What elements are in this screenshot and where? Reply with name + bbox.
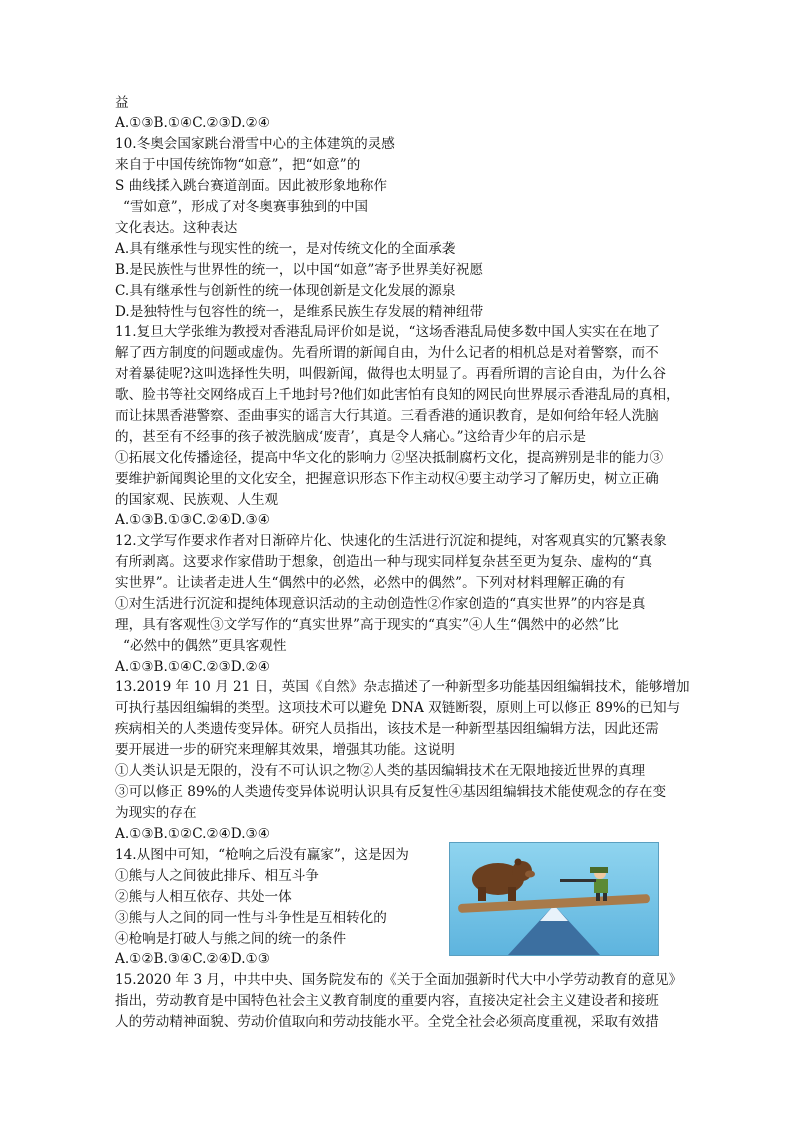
question-13-stem: 13.2019 年 10 月 21 日，英国《自然》杂志描述了一种新型多功能基因组编辑技术，能够增加 — [115, 679, 690, 695]
text-line: 有所剥离。这要求作家借助于想象，创造出一种与现实同样复杂甚至更为复杂、虚构的“真 — [115, 554, 653, 570]
text-line: “必然中的偶然”更具客观性 — [123, 638, 287, 654]
text-line: 要开展进一步的研究来理解其效果，增强其功能。这说明 — [115, 742, 455, 758]
answer-options-q12: A.①③B.①④C.②③D.②④ — [115, 659, 270, 675]
text-line: “雪如意”，形成了对冬奥赛事独到的中国 — [123, 199, 368, 215]
text-line: 文化表达。这种表达 — [115, 220, 238, 236]
text-line: ①人类认识是无限的，没有不可认识之物②人类的基因编辑技术在无限地接近世界的真理 — [115, 763, 646, 779]
option-c: C.具有继承性与创新性的统一体现创新是文化发展的源泉 — [115, 283, 456, 299]
text-line: 人的劳动精神面貌、劳动价值取向和劳动技能水平。全党全社会必须高度重视，采取有效措 — [115, 1014, 659, 1030]
text-line: 的，甚至有不经事的孩子被洗脑成‘废青’，真是令人痛心。”这给青少年的启示是 — [115, 429, 586, 445]
bear-hunter-cartoon — [449, 842, 659, 956]
text-line: ④枪响是打破人与熊之间的统一的条件 — [115, 931, 347, 947]
question-15-stem: 15.2020 年 3 月，中共中央、国务院发布的《关于全面加强新时代大中小学劳动教育的意见》 — [115, 972, 683, 988]
text-line: 来自于中国传统饰物“如意”，把“如意”的 — [115, 157, 361, 173]
text-line: 理，具有客观性③文学写作的“真实世界”高于现实的“真实”④人生“偶然中的必然”比 — [115, 617, 619, 633]
question-11-stem: 11.复旦大学张维为教授对香港乱局评价如是说，“这场香港乱局使多数中国人实实在在地了 — [115, 324, 661, 340]
question-14-stem: 14.从图中可知，“枪响之后没有赢家”，这是因为 — [115, 847, 409, 863]
question-10-stem: 10.冬奥会国家跳台滑雪中心的主体建筑的灵感 — [115, 136, 395, 152]
answer-options-q9: A.①③B.①④C.②③D.②④ — [115, 115, 270, 131]
question-12-stem: 12.文学写作要求作者对日渐碎片化、快速化的生活进行沉淀和提纯，对客观真实的冗繁表象 — [115, 533, 667, 549]
text-line: ③熊与人之间的同一性与斗争性是互相转化的 — [115, 910, 387, 926]
text-line: 可执行基因组编辑的类型。这项技术可以避免 DNA 双链断裂，原则上可以修正 89%的已知与 — [115, 700, 681, 716]
text-line: 为现实的存在 — [115, 805, 197, 821]
text-line: 实世界”。让读者走进人生“偶然中的必然，必然中的偶然”。下列对材料理解正确的有 — [115, 575, 626, 591]
text-line: 要维护新闻舆论里的文化安全，把握意识形态下作主动权④要主动学习了解历史，树立正确 — [115, 471, 659, 487]
text-line: ①对生活进行沉淀和提纯体现意识活动的主动创造性②作家创造的“真实世界”的内容是真 — [115, 596, 646, 612]
text-line: ③可以修正 89%的人类遗传变异体说明认识具有反复性④基因组编辑技术能使观念的存在变 — [115, 784, 667, 800]
answer-options-q11: A.①③B.①③C.②④D.③④ — [115, 512, 270, 528]
text-line: 歌、脸书等社交网络成百上千地封号?他们如此害怕有良知的网民向世界展示香港乱局的真相， — [115, 387, 680, 403]
text-line: 指出，劳动教育是中国特色社会主义教育制度的重要内容，直接决定社会主义建设者和接班 — [115, 993, 659, 1009]
option-b: B.是民族性与世界性的统一，以中国“如意”寄予世界美好祝愿 — [115, 262, 484, 278]
text-line: 解了西方制度的问题或虚伪。先看所谓的新闻自由，为什么记者的相机总是对着警察，而不 — [115, 345, 659, 361]
text-line: 益 — [115, 95, 129, 111]
option-a: A.具有继承性与现实性的统一，是对传统文化的全面承袭 — [115, 241, 456, 257]
text-line: 的国家观、民族观、人生观 — [115, 492, 279, 508]
cartoon-illustration — [450, 843, 658, 955]
answer-options-q14: A.①②B.③④C.②④D.①③ — [115, 951, 270, 967]
text-line: ②熊与人相互依存、共处一体 — [115, 889, 292, 905]
text-line: 疾病相关的人类遗传变异体。研究人员指出，该技术是一种新型基因组编辑方法，因此还需 — [115, 721, 659, 737]
text-line: 对着暴徒呢?这叫选择性失明，叫假新闻，做得也太明显了。再看所谓的言论自由，为什么谷 — [115, 366, 667, 382]
text-line: ①熊与人之间彼此排斥、相互斗争 — [115, 868, 319, 884]
option-d: D.是独特性与包容性的统一，是维系民族生存发展的精神纽带 — [115, 304, 484, 320]
text-line: 而让抹黑香港警察、歪曲事实的谣言大行其道。三看香港的通识教育，是如何给年轻人洗脑 — [115, 408, 659, 424]
text-line: ①拓展文化传播途径，提高中华文化的影响力 ②坚决抵制腐朽文化，提高辨别是非的能力③ — [115, 450, 664, 466]
answer-options-q13: A.①③B.①②C.②④D.③④ — [115, 826, 270, 842]
text-line: S 曲线揉入跳台赛道剖面。因此被形象地称作 — [115, 178, 387, 194]
